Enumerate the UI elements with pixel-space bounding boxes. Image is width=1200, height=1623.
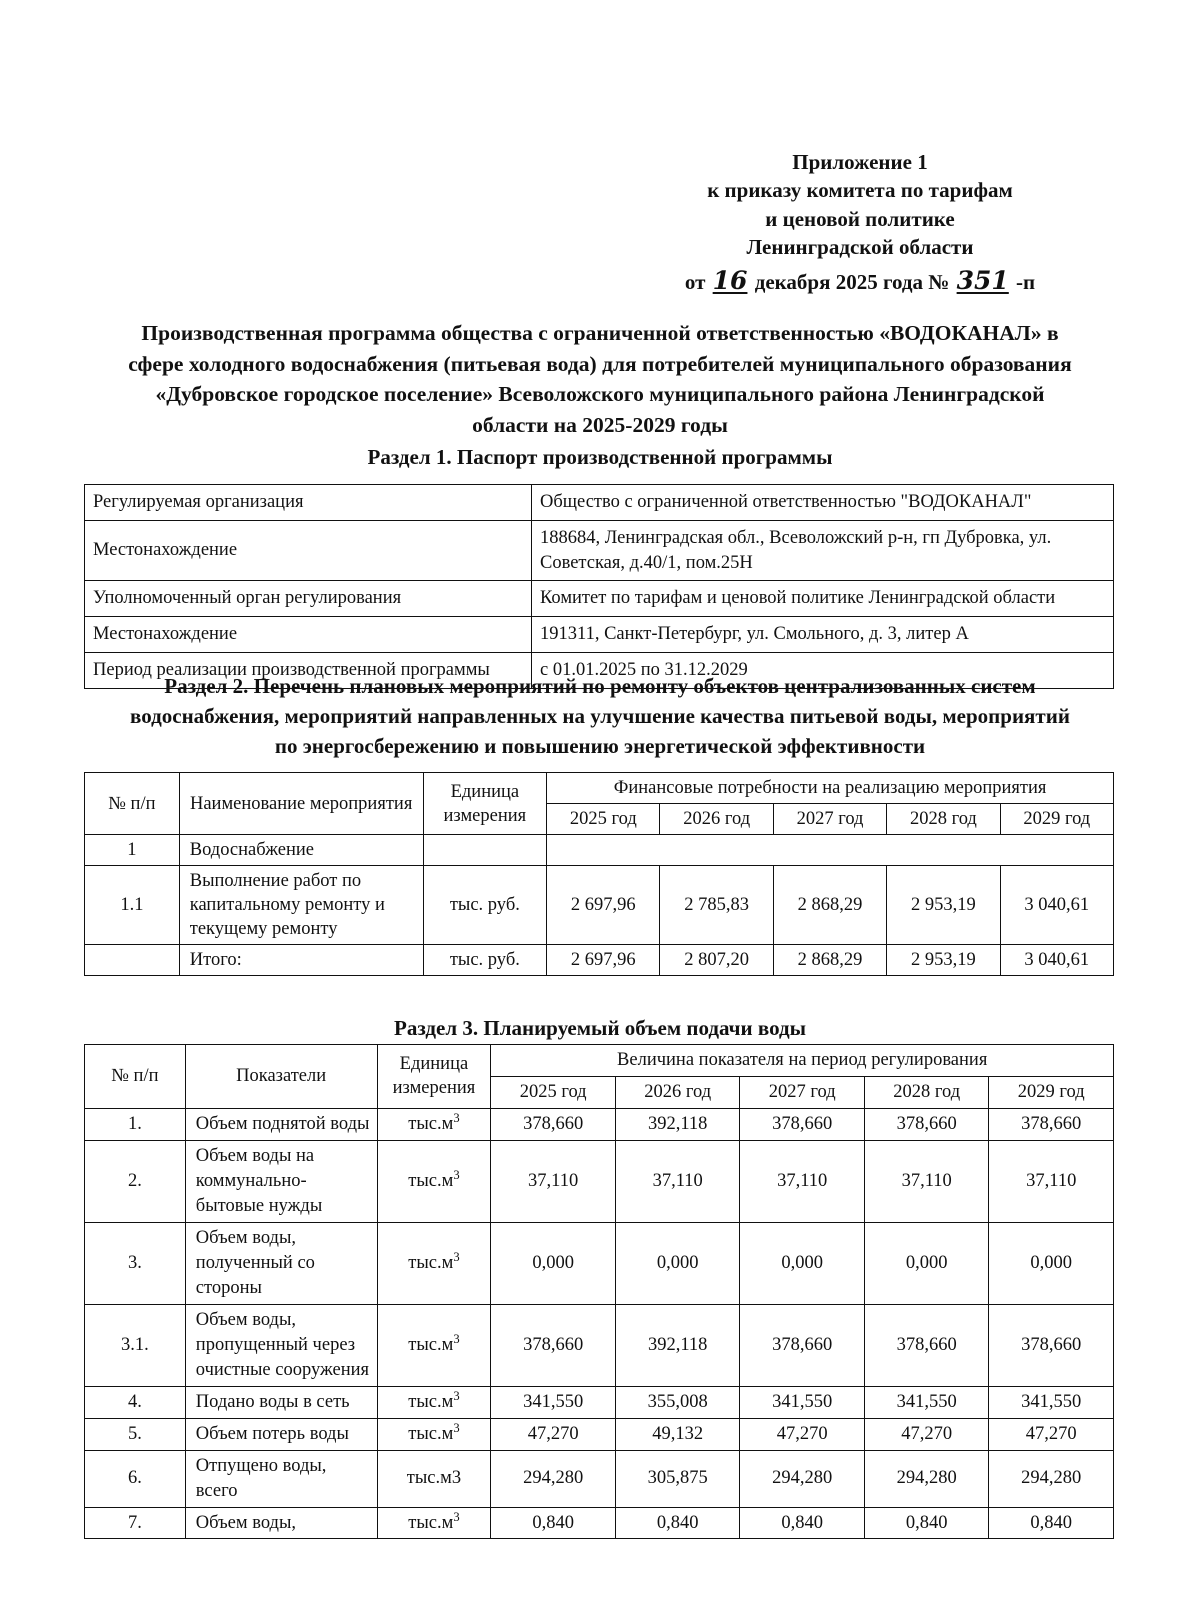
section-2-heading-line-3: по энергосбережению и повышению энергетической эффективности	[274, 733, 926, 758]
measure-total-2028: 2 953,19	[887, 945, 1000, 976]
indicator-unit: $тыс.м^3$	[377, 1418, 491, 1450]
unit-exponent: 3	[453, 1331, 460, 1346]
passport-value: 191311, Санкт-Петербург, ул. Смольного, д. 3, литер А	[532, 617, 1114, 653]
table-row	[85, 520, 1114, 581]
indicator-value-2026: 49,132	[615, 1418, 740, 1450]
title-line-2: сфере холодного водоснабжения (питьевая вода) для потребителей муниципального образования	[128, 351, 1072, 376]
indicator-num: 5.	[85, 1418, 186, 1450]
column-header-year-2029: 2029 год	[1000, 804, 1113, 835]
indicator-value-2027: 0,000	[740, 1222, 865, 1304]
volume-table	[84, 1044, 1114, 1539]
passport-value: с 01.01.2025 по 31.12.2029	[532, 652, 1114, 688]
volume-table-head	[85, 1045, 1114, 1109]
table-row	[85, 866, 1114, 945]
measure-total-2029: 3 040,61	[1000, 945, 1113, 976]
indicator-unit: $тыс.м^3$	[377, 1140, 491, 1222]
column-header-year-2028: 2028 год	[887, 804, 1000, 835]
column-header-year-2025: 2025 год	[547, 804, 660, 835]
indicator-num: 4.	[85, 1386, 186, 1418]
measures-table-head	[85, 773, 1114, 835]
order-reference	[640, 264, 1080, 298]
indicator-num: 2.	[85, 1140, 186, 1222]
header-line-4: Ленинградской области	[746, 235, 974, 260]
indicator-num: 3.	[85, 1222, 186, 1304]
column-header-year-2028: 2028 год	[864, 1076, 989, 1108]
column-header-year-2027: 2027 год	[740, 1076, 865, 1108]
indicator-value-2025: 0,000	[491, 1222, 616, 1304]
indicator-unit: $тыс.м^3$	[377, 1222, 491, 1304]
column-header-unit	[423, 773, 547, 835]
indicator-value-2029: 37,110	[989, 1140, 1114, 1222]
indicator-unit: $тыс.м^3$	[377, 1304, 491, 1386]
measure-num: 1.1	[85, 866, 180, 945]
indicator-unit: $тыс.м^3$	[377, 1108, 491, 1140]
column-header-num: № п/п	[85, 773, 180, 835]
indicator-value-2027: 294,280	[740, 1450, 865, 1507]
table-row	[85, 1386, 1114, 1418]
order-number-handwritten: 351	[956, 266, 1009, 296]
indicator-value-2027: 378,660	[740, 1108, 865, 1140]
appendix-label: Приложение 1	[792, 150, 928, 174]
indicator-name: Объем воды на коммунально-бытовые нужды	[185, 1140, 377, 1222]
indicator-value-2027: 378,660	[740, 1304, 865, 1386]
header-line-3: и ценовой политике	[765, 206, 955, 231]
column-header-year-2029: 2029 год	[989, 1076, 1114, 1108]
column-header-name: Наименование мероприятия	[179, 773, 423, 835]
indicator-value-2025: 37,110	[491, 1140, 616, 1222]
indicator-num: 7.	[85, 1507, 186, 1539]
passport-value: 188684, Ленинградская обл., Всеволожский р-н, гп Дубровка, ул. Советская, д.40/1, пом.25Н	[532, 520, 1114, 581]
table-row	[85, 617, 1114, 653]
section-2-heading-line-1: Раздел 2. Перечень плановых мероприятий по ремонту объектов централизованных систем	[164, 674, 1036, 698]
indicator-value-2029: 378,660	[989, 1304, 1114, 1386]
indicator-value-2025: 0,840	[491, 1507, 616, 1539]
passport-label: Местонахождение	[85, 617, 532, 653]
indicator-name: Объем поднятой воды	[185, 1108, 377, 1140]
table-row	[85, 1450, 1114, 1507]
indicator-value-2026: 392,118	[615, 1304, 740, 1386]
indicator-value-2025: 47,270	[491, 1418, 616, 1450]
indicator-value-2025: 294,280	[491, 1450, 616, 1507]
order-suffix: -п	[1016, 270, 1036, 295]
section-2-heading	[82, 672, 1118, 761]
column-header-year-2025: 2025 год	[491, 1076, 616, 1108]
measure-total-label: Итого:	[179, 945, 423, 976]
column-header-year-2026: 2026 год	[615, 1076, 740, 1108]
document-header	[640, 148, 1080, 298]
indicator-value-2027: 0,840	[740, 1507, 865, 1539]
indicator-value-2029: 0,840	[989, 1507, 1114, 1539]
indicator-name: Объем воды, пропущенный через очистные сооружения	[185, 1304, 377, 1386]
table-header-row	[85, 773, 1114, 804]
measure-total-2025: 2 697,96	[547, 945, 660, 976]
table-row	[85, 1304, 1114, 1386]
indicator-value-2028: 47,270	[864, 1418, 989, 1450]
table-row	[85, 1222, 1114, 1304]
indicator-unit: $тыс.м^3$	[377, 1386, 491, 1418]
section-3-heading: Раздел 3. Планируемый объем подачи воды	[394, 1016, 806, 1040]
indicator-value-2029: 47,270	[989, 1418, 1114, 1450]
passport-label: Местонахождение	[85, 520, 532, 581]
column-header-year-2026: 2026 год	[660, 804, 773, 835]
passport-label: Регулируемая организация	[85, 485, 532, 521]
indicator-value-2029: 294,280	[989, 1450, 1114, 1507]
unit-exponent: 3	[453, 1167, 460, 1182]
indicator-value-2026: 305,875	[615, 1450, 740, 1507]
measure-total-2027: 2 868,29	[773, 945, 886, 976]
unit-exponent: 3	[453, 1110, 460, 1125]
measures-table	[84, 772, 1114, 976]
column-header-year-2027: 2027 год	[773, 804, 886, 835]
measure-name: Выполнение работ по капитальному ремонту и текущему ремонту	[179, 866, 423, 945]
table-row	[85, 581, 1114, 617]
indicator-value-2026: 0,000	[615, 1222, 740, 1304]
title-line-1: Производственная программа общества с ограниченной ответственностью «ВОДОКАНАЛ» в	[141, 321, 1059, 345]
indicator-value-2028: 341,550	[864, 1386, 989, 1418]
measure-num: 1	[85, 835, 180, 866]
unit-exponent: 3	[453, 1509, 460, 1524]
indicator-unit: тыс.м3	[377, 1450, 491, 1507]
column-header-num: № п/п	[85, 1045, 186, 1109]
title-line-3: «Дубровское городское поселение» Всеволожского муниципального района Ленинградской	[155, 382, 1045, 407]
section-1-heading: Раздел 1. Паспорт производственной программы	[367, 445, 833, 469]
volume-table-body	[85, 1108, 1114, 1539]
passport-value: Комитет по тарифам и ценовой политике Ленинградской области	[532, 581, 1114, 617]
column-header-unit-line-2: измерения	[392, 1078, 476, 1099]
table-row	[85, 1507, 1114, 1539]
unit-exponent: 3	[453, 1249, 460, 1264]
measure-value-2027: 2 868,29	[773, 866, 886, 945]
measure-value-2028: 2 953,19	[887, 866, 1000, 945]
indicator-value-2029: 341,550	[989, 1386, 1114, 1418]
indicator-unit: $тыс.м^3$	[377, 1507, 491, 1539]
measure-value-2025: 2 697,96	[547, 866, 660, 945]
indicator-value-2026: 37,110	[615, 1140, 740, 1222]
order-prefix: от	[684, 270, 706, 295]
column-header-unit-line-1: Единица	[450, 781, 520, 802]
measure-value-2029: 3 040,61	[1000, 866, 1113, 945]
passport-value: Общество с ограниченной ответственностью "ВОДОКАНАЛ"	[532, 485, 1114, 521]
measures-table-body	[85, 835, 1114, 976]
column-header-indicator: Показатели	[185, 1045, 377, 1109]
indicator-value-2026: 0,840	[615, 1507, 740, 1539]
measure-name: Водоснабжение	[179, 835, 423, 866]
indicator-name: Подано воды в сеть	[185, 1386, 377, 1418]
indicator-value-2025: 378,660	[491, 1108, 616, 1140]
header-line-2: к приказу комитета по тарифам	[707, 178, 1013, 203]
table-row	[85, 485, 1114, 521]
indicator-num: 1.	[85, 1108, 186, 1140]
column-header-group: Финансовые потребности на реализацию мероприятия	[547, 773, 1114, 804]
passport-table	[84, 484, 1114, 689]
title-line-4: области на 2025-2029 годы	[472, 412, 728, 437]
table-row	[85, 945, 1114, 976]
measure-empty-span	[547, 835, 1114, 866]
indicator-name: Объем воды,	[185, 1507, 377, 1539]
indicator-name: Объем потерь воды	[185, 1418, 377, 1450]
column-header-unit-line-2: измерения	[443, 805, 527, 826]
measure-unit	[423, 835, 547, 866]
indicator-value-2028: 37,110	[864, 1140, 989, 1222]
passport-label: Уполномоченный орган регулирования	[85, 581, 532, 617]
table-row	[85, 1418, 1114, 1450]
measure-value-2026: 2 785,83	[660, 866, 773, 945]
indicator-value-2025: 378,660	[491, 1304, 616, 1386]
passport-table-body	[85, 485, 1114, 689]
unit-exponent: 3	[453, 1388, 460, 1403]
indicator-value-2028: 294,280	[864, 1450, 989, 1507]
column-header-unit-line-1: Единица	[399, 1053, 469, 1074]
table-row	[85, 835, 1114, 866]
order-day-handwritten: 16	[712, 266, 748, 296]
indicator-value-2027: 37,110	[740, 1140, 865, 1222]
indicator-num: 3.1.	[85, 1304, 186, 1386]
indicator-value-2027: 47,270	[740, 1418, 865, 1450]
order-middle: декабря 2025 года №	[754, 270, 950, 295]
column-header-group: Величина показателя на период регулирования	[491, 1045, 1114, 1077]
table-row	[85, 1140, 1114, 1222]
document-title	[82, 318, 1118, 440]
measure-unit: тыс. руб.	[423, 866, 547, 945]
indicator-value-2025: 341,550	[491, 1386, 616, 1418]
indicator-value-2027: 341,550	[740, 1386, 865, 1418]
indicator-value-2026: 355,008	[615, 1386, 740, 1418]
indicator-name: Отпущено воды, всего	[185, 1450, 377, 1507]
measure-num	[85, 945, 180, 976]
indicator-num: 6.	[85, 1450, 186, 1507]
measure-unit: тыс. руб.	[423, 945, 547, 976]
passport-label: Период реализации производственной программы	[85, 652, 532, 688]
indicator-name: Объем воды, полученный со стороны	[185, 1222, 377, 1304]
indicator-value-2028: 0,840	[864, 1507, 989, 1539]
table-header-row	[85, 1045, 1114, 1077]
section-2-heading-line-2: водоснабжения, мероприятий направленных на улучшение качества питьевой воды, мероприятий	[130, 703, 1070, 728]
table-row	[85, 1108, 1114, 1140]
indicator-value-2028: 378,660	[864, 1108, 989, 1140]
column-header-unit	[377, 1045, 491, 1109]
indicator-value-2026: 392,118	[615, 1108, 740, 1140]
indicator-value-2028: 0,000	[864, 1222, 989, 1304]
indicator-value-2029: 0,000	[989, 1222, 1114, 1304]
indicator-value-2029: 378,660	[989, 1108, 1114, 1140]
indicator-value-2028: 378,660	[864, 1304, 989, 1386]
unit-exponent: 3	[453, 1420, 460, 1435]
measure-total-2026: 2 807,20	[660, 945, 773, 976]
